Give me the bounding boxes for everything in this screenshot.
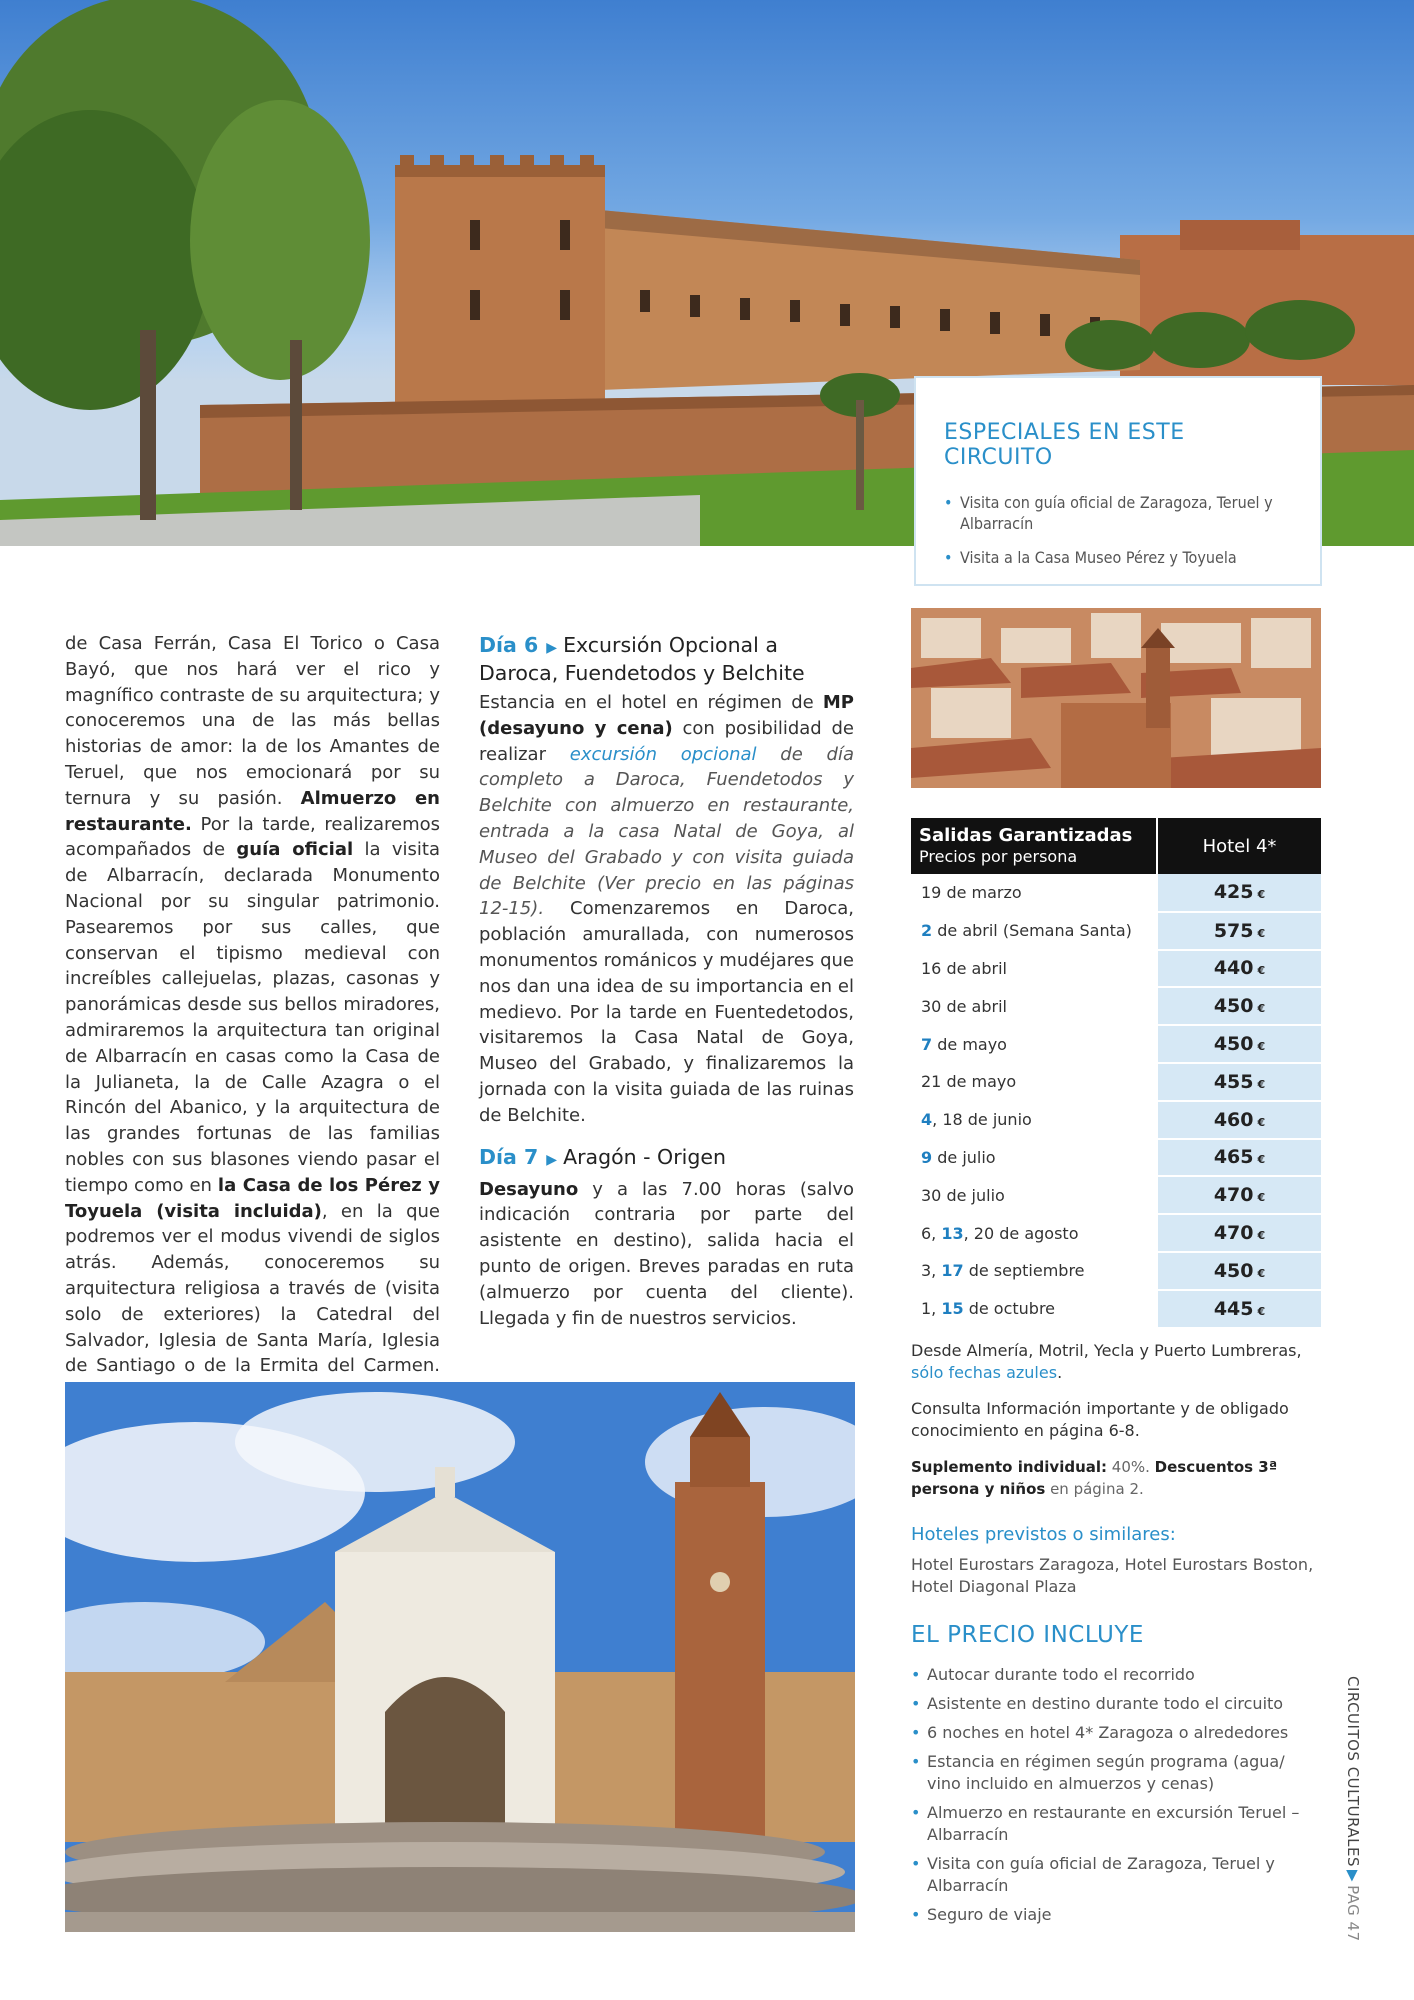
blue-dates-note: sólo fechas azules	[911, 1363, 1058, 1382]
price-includes-heading: EL PRECIO INCLUYE	[911, 1622, 1144, 1648]
date-highlight: 17	[941, 1261, 964, 1281]
hotel-column-header: Hotel 4*	[1157, 818, 1321, 874]
especiales-item: • Visita con guía oficial de Zaragoza, Teruel y Albarracín	[944, 492, 1292, 534]
price-value: 575	[1213, 919, 1254, 942]
optional-excursion-text: excursión opcional	[569, 743, 757, 765]
departure-date	[911, 874, 1157, 912]
price-table-body	[911, 874, 1321, 1328]
departure-date	[911, 1101, 1157, 1139]
currency-symbol: €	[1257, 1266, 1266, 1280]
price-value: 465	[1213, 1146, 1254, 1169]
price-row	[911, 1214, 1321, 1252]
especiales-list	[944, 492, 1292, 568]
hotel-price	[1157, 1252, 1321, 1290]
body-text: Estancia en el hotel en régimen de	[479, 692, 823, 713]
hotels-heading: Hoteles previstos o similares:	[911, 1524, 1176, 1545]
date-text: 30 de abril	[921, 996, 1007, 1016]
hotel-price	[1157, 1063, 1321, 1101]
caret-right-icon: ▶	[546, 640, 558, 656]
body-italic: de día completo a Daroca, Fuendetodos y Belchite con almuerzo en restaurante, entrada a la casa Natal de Goya, al Museo del Grabado y con visita guiada de Belchite (Ver precio en las páginas 12-15).	[479, 743, 854, 920]
price-value: 450	[1213, 1259, 1254, 1282]
departure-date	[911, 1252, 1157, 1290]
hotel-price	[1157, 1025, 1321, 1063]
price-row	[911, 1063, 1321, 1101]
date-text: 16 de abril	[921, 958, 1007, 978]
day-title: Excursión Opcional a Daroca, Fuendetodos y Belchite	[479, 633, 805, 685]
date-highlight: 9	[921, 1147, 933, 1167]
discount-value: en página 2.	[1045, 1480, 1144, 1498]
especiales-title: ESPECIALES EN ESTE CIRCUITO	[944, 420, 1185, 470]
date-text: 30 de julio	[921, 1185, 1005, 1205]
body-text: .	[1057, 1363, 1063, 1382]
departure-date	[911, 1063, 1157, 1101]
caret-right-icon: ▶	[546, 1151, 558, 1168]
body-text: Desde Almería, Motril, Yecla y Puerto Lumbreras,	[911, 1341, 1302, 1360]
currency-symbol: €	[1257, 926, 1266, 940]
date-highlight: 7	[921, 1034, 933, 1054]
body-text: , en la que podremos ver el modus vivendi de siglos atrás. Además, conoceremos su arquitectura religiosa a través de (visita solo de exteriores) la Catedral del Salvador, Iglesia de Santa María, Iglesia de Santiago o de la Ermita del Carmen.	[65, 1200, 440, 1377]
price-value: 440	[1213, 957, 1254, 980]
date-text: de julio	[932, 1147, 996, 1167]
hotel-price	[1157, 912, 1321, 950]
photo-tarazona-cathedral	[65, 1382, 855, 1932]
body-bold: MP (desayuno y cena)	[479, 692, 854, 739]
currency-symbol: €	[1257, 888, 1266, 902]
page-number: PAG 47	[1344, 1885, 1362, 1942]
supplement-value: 40%.	[1107, 1458, 1155, 1476]
consult-note: Consulta Información importante y de obligado conocimiento en página 6-8.	[911, 1399, 1289, 1440]
price-row	[911, 1252, 1321, 1290]
includes-item: • Estancia en régimen según programa (agua/ vino incluido en almuerzos y cenas)	[911, 1751, 1301, 1795]
discount-label: Descuentos 3ª persona y niños	[911, 1458, 1278, 1498]
body-bold: Almuerzo en restaurante.	[65, 787, 440, 835]
hotel-price	[1157, 1101, 1321, 1139]
date-text: 21 de mayo	[921, 1072, 1017, 1092]
price-row	[911, 874, 1321, 912]
departure-date	[911, 1176, 1157, 1214]
price-includes-list	[911, 1664, 1301, 1933]
date-text: de mayo	[932, 1034, 1007, 1054]
date-highlight: 15	[941, 1299, 964, 1319]
price-value: 470	[1213, 1222, 1254, 1245]
includes-item: • Almuerzo en restaurante en excursión Teruel – Albarracín	[911, 1802, 1301, 1846]
price-row	[911, 912, 1321, 950]
supplement-note	[911, 1456, 1321, 1500]
hotel-price	[1157, 1214, 1321, 1252]
day-title: Aragón - Origen	[563, 1144, 726, 1169]
date-highlight: 2	[921, 921, 933, 941]
includes-item: • Visita con guía oficial de Zaragoza, Teruel y Albarracín	[911, 1853, 1301, 1897]
departure-date	[911, 1214, 1157, 1252]
price-value: 445	[1213, 1297, 1254, 1320]
price-value: 425	[1213, 881, 1254, 904]
departure-date	[911, 912, 1157, 950]
departure-date	[911, 987, 1157, 1025]
price-value: 450	[1213, 995, 1254, 1018]
departure-date	[911, 1290, 1157, 1328]
includes-item: • 6 noches en hotel 4* Zaragoza o alrededores	[911, 1722, 1301, 1744]
itinerary-text-column-2	[479, 633, 854, 1347]
especiales-item: • Visita a la Casa Museo Pérez y Toyuela	[944, 547, 1292, 568]
date-text: de septiembre	[963, 1261, 1085, 1281]
date-text: 3,	[921, 1261, 942, 1281]
hotel-price	[1157, 1290, 1321, 1328]
date-text: de octubre	[963, 1299, 1056, 1319]
price-row	[911, 1290, 1321, 1328]
body-bold: la Casa de los Pérez y Toyuela (visita incluida)	[65, 1174, 440, 1222]
price-row	[911, 1176, 1321, 1214]
body-text: Por la tarde, realizaremos acompañados de	[65, 813, 440, 861]
cathedral-illustration	[65, 1382, 855, 1932]
hotel-price	[1157, 874, 1321, 912]
price-value: 460	[1213, 1108, 1254, 1131]
side-section-label	[1340, 1676, 1366, 1942]
date-highlight: 13	[941, 1223, 964, 1243]
date-text: 6,	[921, 1223, 942, 1243]
price-row	[911, 1025, 1321, 1063]
hotel-price	[1157, 950, 1321, 988]
body-bold: guía oficial	[236, 839, 354, 861]
price-value: 450	[1213, 1033, 1254, 1056]
currency-symbol: €	[1257, 1040, 1266, 1054]
day-6-heading	[479, 633, 854, 686]
includes-item: • Autocar durante todo el recorrido	[911, 1664, 1301, 1686]
departure-date	[911, 1025, 1157, 1063]
day-7-heading	[479, 1145, 854, 1173]
currency-symbol: €	[1257, 964, 1266, 978]
price-table	[911, 818, 1321, 1329]
currency-symbol: €	[1257, 1304, 1266, 1318]
hotel-price	[1157, 1139, 1321, 1177]
caret-right-icon: ▶	[1344, 1870, 1362, 1883]
hotel-price	[1157, 987, 1321, 1025]
date-text: de abril (Semana Santa)	[932, 921, 1132, 941]
price-table-header	[911, 818, 1321, 874]
currency-symbol: €	[1257, 1077, 1266, 1091]
photo-teruel-city	[911, 608, 1321, 788]
supplement-label: Suplemento individual:	[911, 1458, 1108, 1476]
header-title: Salidas Garantizadas	[919, 825, 1133, 846]
currency-symbol: €	[1257, 1002, 1266, 1016]
section-name: CIRCUITOS CULTURALES	[1344, 1676, 1362, 1868]
price-row	[911, 987, 1321, 1025]
header-subtitle: Precios por persona	[919, 847, 1078, 866]
includes-item: • Asistente en destino durante todo el circuito	[911, 1693, 1301, 1715]
currency-symbol: €	[1257, 1153, 1266, 1167]
includes-item: • Seguro de viaje	[911, 1904, 1301, 1926]
currency-symbol: €	[1257, 1191, 1266, 1205]
day-7-text	[479, 1177, 854, 1332]
day-number: Día 6	[479, 633, 539, 657]
currency-symbol: €	[1257, 1115, 1266, 1129]
body-bold: Desayuno	[479, 1178, 579, 1200]
price-value: 455	[1213, 1070, 1254, 1093]
city-illustration	[911, 608, 1321, 788]
price-row	[911, 1101, 1321, 1139]
day-6-text	[479, 690, 854, 1129]
price-value: 470	[1213, 1184, 1254, 1207]
date-text: , 20 de agosto	[963, 1223, 1079, 1243]
body-text: y a las 7.00 horas (salvo indicación contraria por parte del asistente en destino), salida hacia el punto de origen. Breves paradas en ruta (almuerzo por cuenta del cliente). Llegada y fin de nuestros servicios.	[479, 1178, 854, 1329]
day-number: Día 7	[479, 1144, 539, 1169]
body-text: con posibilidad de realizar	[479, 717, 854, 765]
date-text: 1,	[921, 1299, 942, 1319]
date-text: 19 de marzo	[921, 882, 1022, 902]
dates-column-header	[911, 818, 1157, 874]
especiales-box	[914, 376, 1322, 586]
price-row	[911, 1139, 1321, 1177]
date-text: , 18 de junio	[932, 1110, 1032, 1130]
departure-date	[911, 1139, 1157, 1177]
departure-date	[911, 950, 1157, 988]
price-row	[911, 950, 1321, 988]
date-highlight: 4	[921, 1110, 933, 1130]
departure-note	[911, 1340, 1321, 1384]
hotel-price	[1157, 1176, 1321, 1214]
body-text: la visita de Albarracín, declarada Monumento Nacional por su singular patrimonio. Pasearemos por sus calles, que conservan el tipismo medieval con increíbles callejuelas, plazas, casonas y panorámicas desde sus bellos miradores, admiraremos la arquitectura tan original de Albarracín en casas como la Casa de la Julianeta, la de Calle Azagra o el Rincón del Abanico, y la arquitectura de las grandes fortunas de las familias nobles con sus blasones viendo pasar el tiempo como en	[65, 839, 440, 1196]
body-text: de Casa Ferrán, Casa El Torico o Casa Bayó, que nos hará ver el rico y magnífico contraste de su arquitectura; y conoceremos una de las más bellas historias de amor: la de los Amantes de Teruel, que nos emocionará por su ternura y su pasión.	[65, 633, 440, 809]
currency-symbol: €	[1257, 1229, 1266, 1243]
hotels-list: Hotel Eurostars Zaragoza, Hotel Eurostars Boston, Hotel Diagonal Plaza	[911, 1555, 1314, 1596]
body-text: Comenzaremos en Daroca, población amurallada, con numerosos monumentos románicos y mudéjares que nos dan una idea de su importancia en el medievo. Por la tarde en Fuentedetodos, visitaremos la Casa Natal de Goya, Museo del Grabado, y finalizaremos la jornada con la visita guiada de las ruinas de Belchite.	[479, 898, 854, 1126]
itinerary-text-column-1	[65, 631, 440, 1405]
